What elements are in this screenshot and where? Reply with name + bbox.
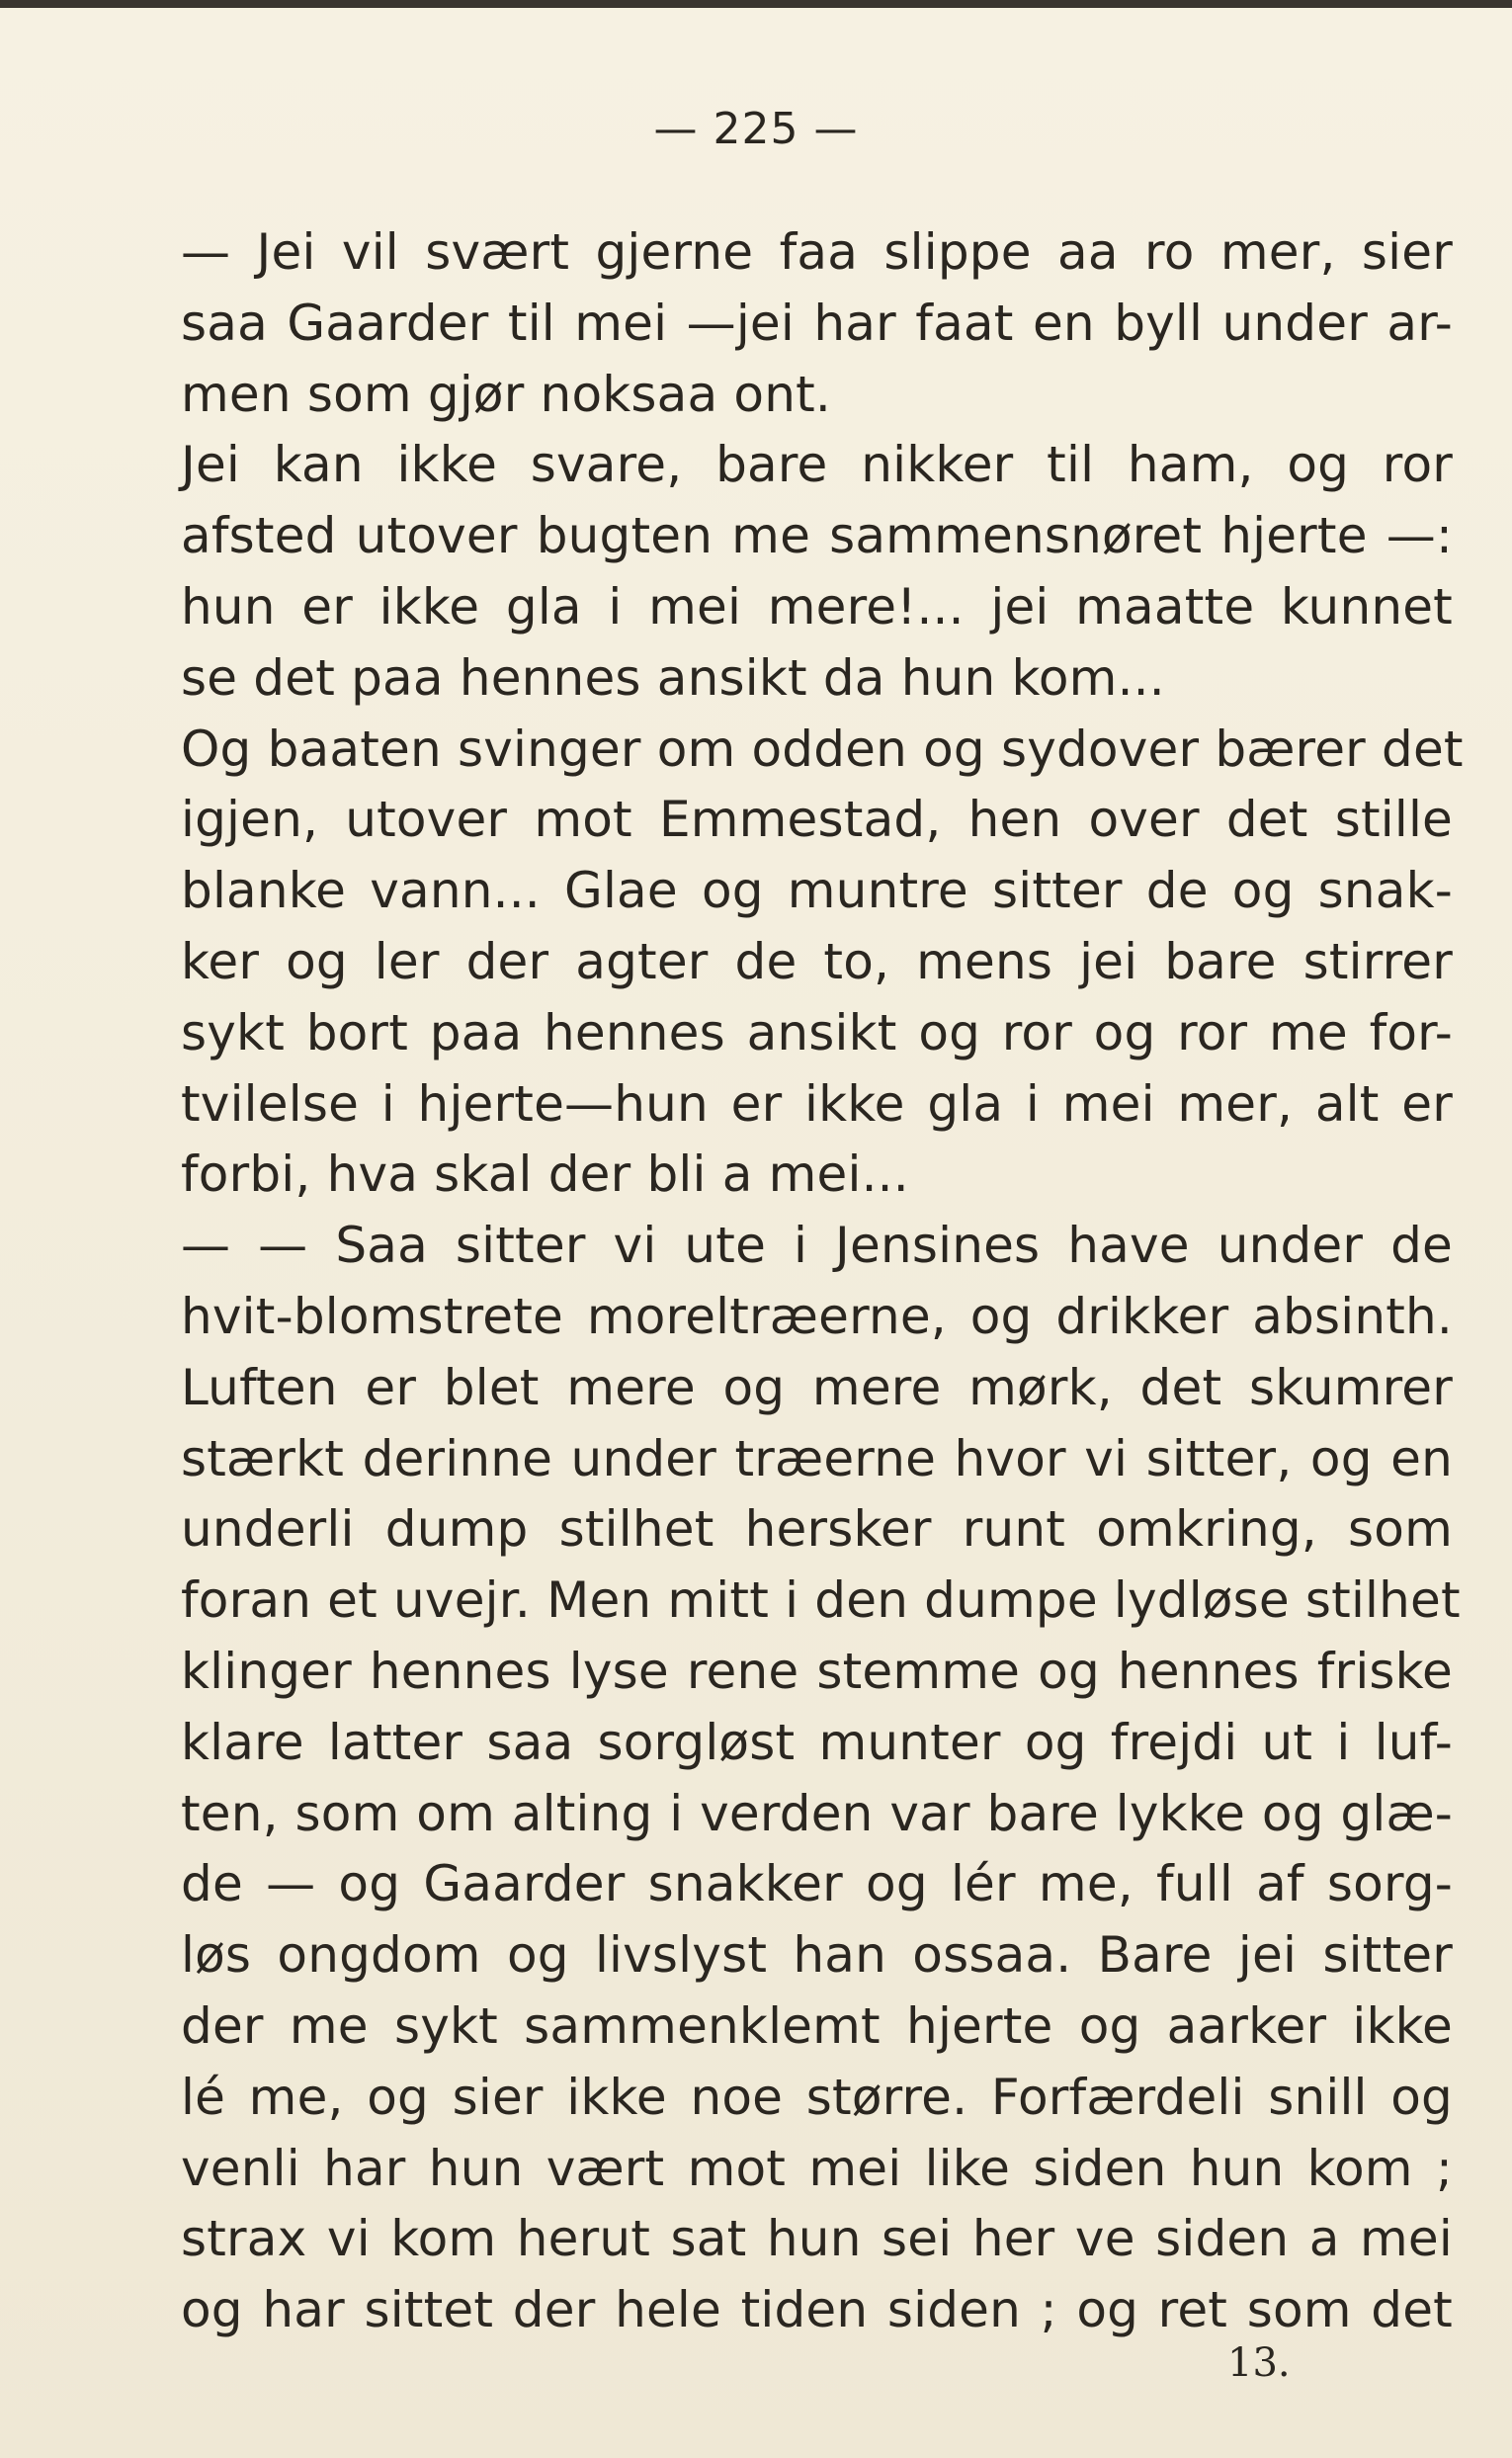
text-line: igjen, utover mot Emmestad, hen over det stille: [181, 791, 1453, 849]
text-line: foran et uvejr. Men mitt i den dumpe lydløse stilhet: [181, 1571, 1461, 1630]
text-line: afsted utover bugten me sammensnøret hjerte —:: [181, 507, 1453, 565]
text-line: de — og Gaarder snakker og lér me, full af sorg-: [181, 1855, 1453, 1913]
text-line: løs ongdom og livslyst han ossaa. Bare jei sitter: [181, 1926, 1453, 1985]
text-line: stærkt derinne under træerne hvor vi sitter, og en: [181, 1429, 1453, 1487]
text-line: tvilelse i hjerte—hun er ikke gla i mei mer, alt er: [181, 1074, 1453, 1133]
text-line: ten, som om alting i verden var bare lykke og glæ-: [181, 1784, 1453, 1842]
text-line: strax vi kom herut sat hun sei her ve siden a mei: [181, 2210, 1453, 2268]
text-line: klinger hennes lyse rene stemme og hennes friske: [181, 1642, 1453, 1700]
text-line: Og baaten svinger om odden og sydover bærer det: [181, 720, 1464, 778]
text-line: forbi, hva skal der bli a mei...: [181, 1145, 909, 1204]
text-line: klare latter saa sorgløst munter og frejdi ut i luf-: [181, 1713, 1453, 1771]
text-line: sykt bort paa hennes ansikt og ror og ror me for-: [181, 1003, 1453, 1061]
text-line: blanke vann... Glae og muntre sitter de og snak-: [181, 862, 1453, 920]
text-line: — — Saa sitter vi ute i Jensines have under de: [181, 1217, 1453, 1275]
text-line: hun er ikke gla i mei mere!... jei maatte kunnet: [181, 577, 1453, 636]
text-line: venli har hun vært mot mei like siden hun kom ;: [181, 2139, 1453, 2197]
text-line: lé me, og sier ikke noe større. Forfærdeli snill og: [181, 2068, 1453, 2126]
text-line: ker og ler der agter de to, mens jei bare stirrer: [181, 932, 1453, 990]
signature-mark: 13.: [1227, 2340, 1291, 2386]
text-line: underli dump stilhet hersker runt omkring, som: [181, 1500, 1453, 1559]
text-line: og har sittet der hele tiden siden ; og ret som det: [181, 2281, 1453, 2339]
body-text: [181, 217, 1464, 2346]
text-line: — Jei vil svært gjerne faa slippe aa ro mer, sier: [181, 223, 1453, 281]
page-top-edge: [0, 0, 1512, 8]
text-line: saa Gaarder til mei —jei har faat en byll under ar-: [181, 294, 1453, 352]
text-line: men som gjør noksaa ont.: [181, 365, 831, 423]
text-line: der me sykt sammenklemt hjerte og aarker ikke: [181, 1996, 1453, 2055]
text-line: hvit-blomstrete moreltræerne, og drikker absinth.: [181, 1287, 1453, 1345]
text-line: se det paa hennes ansikt da hun kom...: [181, 648, 1165, 707]
text-line: Jei kan ikke svare, bare nikker til ham, og ror: [181, 436, 1453, 494]
page-number: — 225 —: [653, 104, 859, 154]
text-line: Luften er blet mere og mere mørk, det skumrer: [181, 1358, 1453, 1416]
